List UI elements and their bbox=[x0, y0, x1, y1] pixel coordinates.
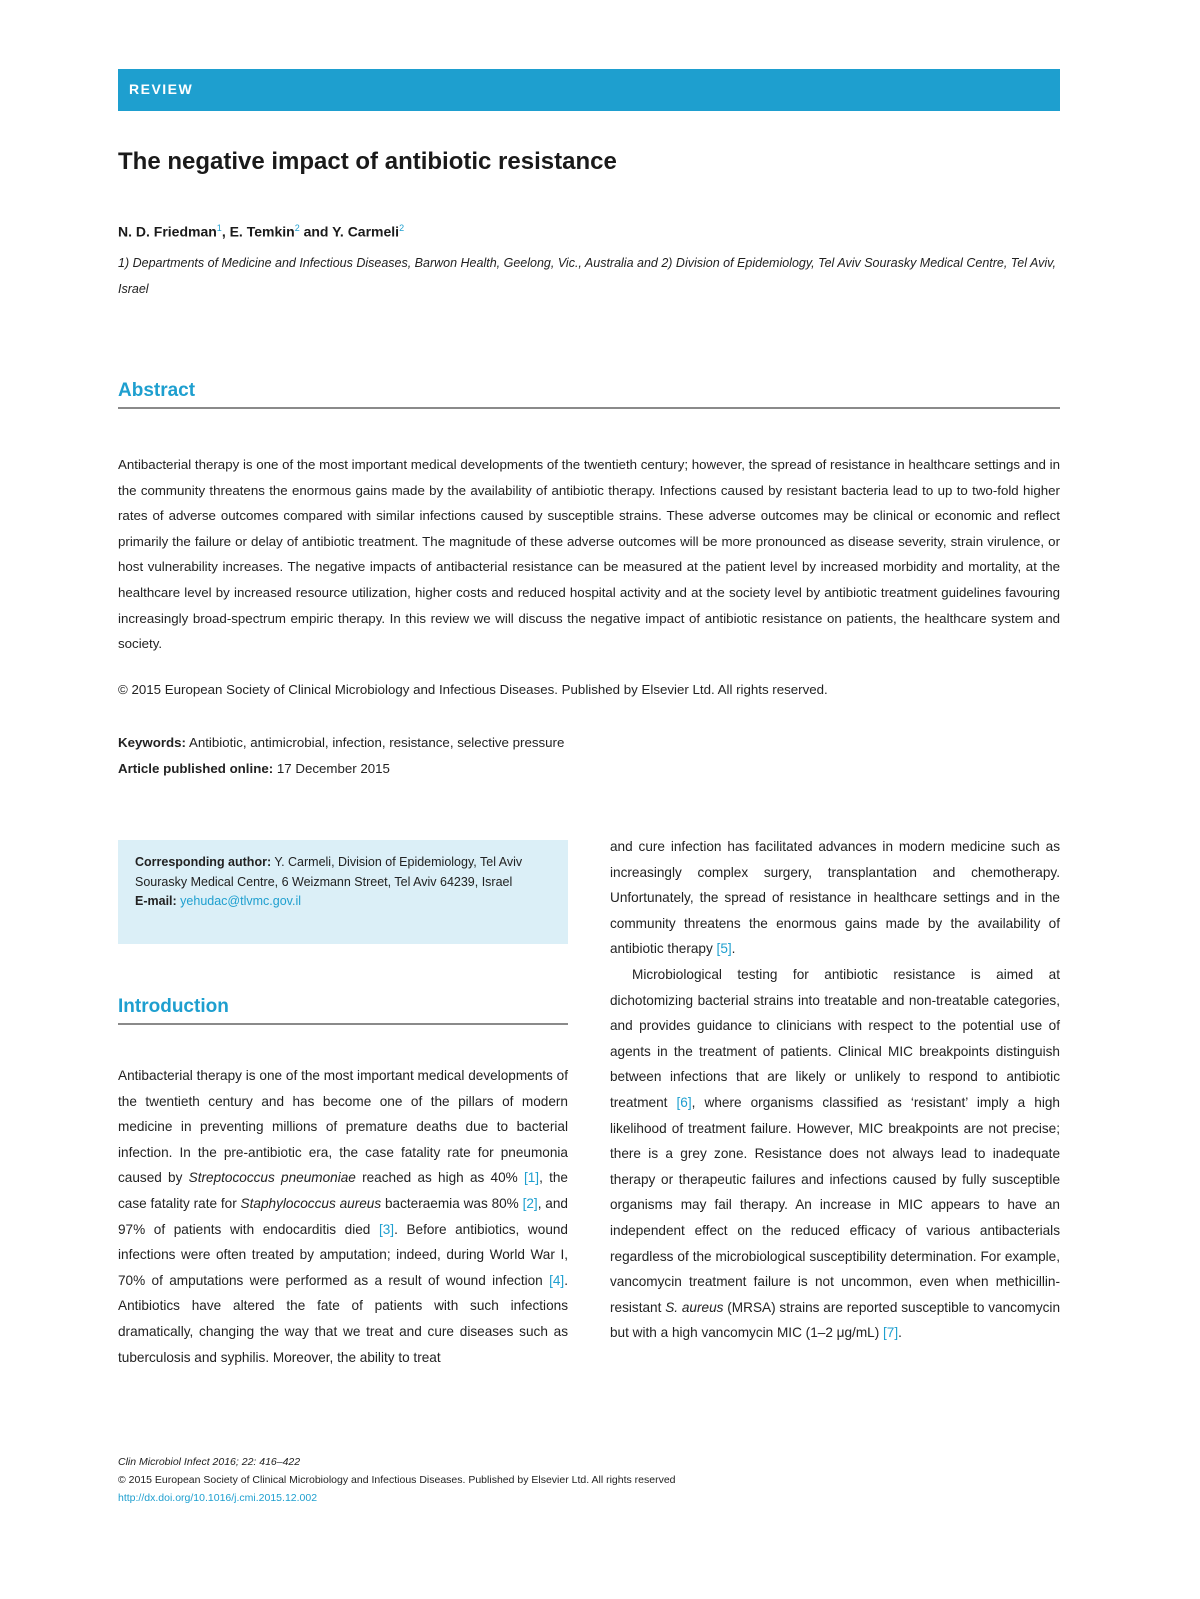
text-run: reached as high as 40% bbox=[355, 1170, 524, 1186]
abstract-rule bbox=[118, 407, 1060, 409]
corresponding-author-box bbox=[118, 840, 568, 944]
text-run: Microbiological testing for antibiotic resistance is aimed at dichotomizing bacterial strains into treatable and non-treatable categories, and provides guidance to clinicians with respect to the potential use of agents in the treatment of patients. Clinical MIC breakpoints distinguish between infections that are likely or unlikely to respond to antibiotic treatment bbox=[610, 966, 1060, 1110]
reference-link[interactable]: [3] bbox=[378, 1221, 395, 1237]
author-separator: , bbox=[221, 223, 230, 240]
corresponding-author-label: Corresponding author: bbox=[135, 855, 272, 869]
introduction-rule bbox=[118, 1023, 568, 1025]
author-affiliation-mark: 2 bbox=[294, 223, 300, 233]
italic-term: S. aureus bbox=[665, 1299, 724, 1315]
author-name: E. Temkin bbox=[229, 223, 295, 240]
corresponding-author-details: Y. Carmeli, Division of Epidemiology, Tel Aviv Sourasky Medical Centre, 6 Weizmann Street, Tel Aviv 64239, Israel bbox=[135, 855, 523, 889]
article-type-banner bbox=[118, 69, 1060, 111]
introduction-left-column bbox=[118, 1063, 568, 1370]
author-affiliation-mark: 2 bbox=[399, 223, 405, 233]
footer-copyright: © 2015 European Society of Clinical Microbiology and Infectious Diseases. Published by Elsevier Ltd. All rights reserved bbox=[118, 1474, 676, 1486]
reference-link[interactable]: [6] bbox=[676, 1094, 692, 1110]
introduction-heading: Introduction bbox=[118, 996, 229, 1017]
text-run: . Antibiotics have altered the fate of patients with such infections dramatically, changing the way that we treat and cure diseases such as tuberculosis and syphilis. Moreover, the ability to treat bbox=[118, 1272, 568, 1365]
introduction-paragraph bbox=[118, 1063, 568, 1370]
text-run: and cure infection has facilitated advances in modern medicine such as increasingly complex surgery, transplantation and chemotherapy. Unfortunately, the spread of resistance in healthcare settings and in the community threatens the enormous gains made by the availability of antibiotic therapy bbox=[610, 839, 1060, 957]
article-title: The negative impact of antibiotic resistance bbox=[118, 148, 617, 175]
reference-link[interactable]: [2] bbox=[522, 1195, 538, 1211]
author-name: Y. Carmeli bbox=[332, 223, 400, 240]
text-run: (MRSA) strains are reported susceptible to vancomycin but with a high vancomycin MIC (1–2 μg/mL) bbox=[610, 1299, 1061, 1341]
email-label: E-mail: bbox=[135, 894, 177, 908]
reference-link[interactable]: [1] bbox=[523, 1170, 540, 1186]
author-name: N. D. Friedman bbox=[118, 223, 217, 240]
text-run: bacteraemia was 80% bbox=[381, 1195, 523, 1211]
introduction-paragraph bbox=[610, 962, 1060, 1346]
text-run: , and 97% of patients with endocarditis died bbox=[118, 1195, 568, 1237]
reference-link[interactable]: [4] bbox=[549, 1272, 565, 1288]
keywords-value: Antibiotic, antimicrobial, infection, resistance, selective pressure bbox=[185, 735, 565, 750]
introduction-paragraph bbox=[610, 834, 1060, 962]
publication-date-label: Article published online: bbox=[118, 761, 274, 776]
affiliations: 1) Departments of Medicine and Infectious Diseases, Barwon Health, Geelong, Vic., Australia and 2) Division of Epidemiology, Tel Aviv Sourasky Medical Centre, Tel Aviv, Israel bbox=[118, 256, 1056, 296]
article-type-label: REVIEW bbox=[129, 81, 194, 97]
author-separator: and bbox=[299, 223, 333, 240]
keywords-label: Keywords: bbox=[118, 735, 186, 750]
doi-link[interactable]: http://dx.doi.org/10.1016/j.cmi.2015.12.002 bbox=[118, 1492, 318, 1504]
italic-term: Streptococcus pneumoniae bbox=[188, 1170, 356, 1186]
introduction-right-column bbox=[610, 834, 1060, 1346]
text-run: , where organisms classified as ‘resistant’ imply a high likelihood of treatment failure. However, MIC breakpoints are not precise; there is a grey zone. Resistance does not always lead to inadequate therapy or therapeutic failures and infections caused by fully susceptible organisms may fail therapy. An increase in MIC appears to have an independent effect on the reduced efficacy of various antibacterials regardless of the microbiological susceptibility determination. For example, vancomycin treatment failure is not uncommon, even when methicillin-resistant bbox=[610, 1094, 1060, 1315]
text-run: . bbox=[731, 941, 736, 957]
page-footer bbox=[118, 1453, 676, 1507]
publication-date-value: 17 December 2015 bbox=[273, 761, 390, 776]
text-run: . bbox=[898, 1325, 902, 1341]
keywords bbox=[118, 735, 564, 750]
publication-date bbox=[118, 761, 390, 776]
reference-link[interactable]: [7] bbox=[883, 1325, 899, 1341]
abstract-heading: Abstract bbox=[118, 380, 196, 401]
abstract-copyright: © 2015 European Society of Clinical Microbiology and Infectious Diseases. Published by Elsevier Ltd. All rights reserved. bbox=[118, 682, 828, 697]
journal-citation: Clin Microbiol Infect 2016; 22: 416–422 bbox=[118, 1456, 301, 1468]
text-run: Antibacterial therapy is one of the most important medical developments of the twentieth century and has become one of the pillars of modern medicine in preventing millions of premature deaths due to bacterial infection. In the pre-antibiotic era, the case fatality rate for pneumonia caused by bbox=[118, 1068, 568, 1186]
text-run: . Before antibiotics, wound infections were often treated by amputation; indeed, during World War I, 70% of amputations were performed as a result of wound infection bbox=[118, 1221, 568, 1288]
italic-term: Staphylococcus aureus bbox=[240, 1195, 382, 1211]
email-link[interactable]: yehudac@tlvmc.gov.il bbox=[180, 894, 302, 908]
author-affiliation-mark: 1 bbox=[216, 223, 222, 233]
author-list bbox=[118, 223, 404, 240]
text-run: , the case fatality rate for bbox=[118, 1170, 568, 1211]
abstract-text: Antibacterial therapy is one of the most important medical developments of the twentieth century; however, the spread of resistance in healthcare settings and in the community threatens the enormous gains made by the availability of antibiotic therapy. Infections caused by resistant bacteria lead to up to two-fold higher rates of adverse outcomes compared with similar infections caused by susceptible strains. These adverse outcomes may be clinical or economic and reflect primarily the failure or delay of antibiotic treatment. The magnitude of these adverse outcomes will be more pronounced as disease severity, strain virulence, or host vulnerability increases. The negative impacts of antibacterial resistance can be measured at the patient level by increased morbidity and mortality, at the healthcare level by increased resource utilization, higher costs and reduced hospital activity and at the society level by antibiotic treatment guidelines favouring increasingly broad-spectrum empiric therapy. In this review we will discuss the negative impact of antibiotic resistance on patients, the healthcare system and society. bbox=[118, 457, 1060, 652]
reference-link[interactable]: [5] bbox=[716, 941, 732, 957]
